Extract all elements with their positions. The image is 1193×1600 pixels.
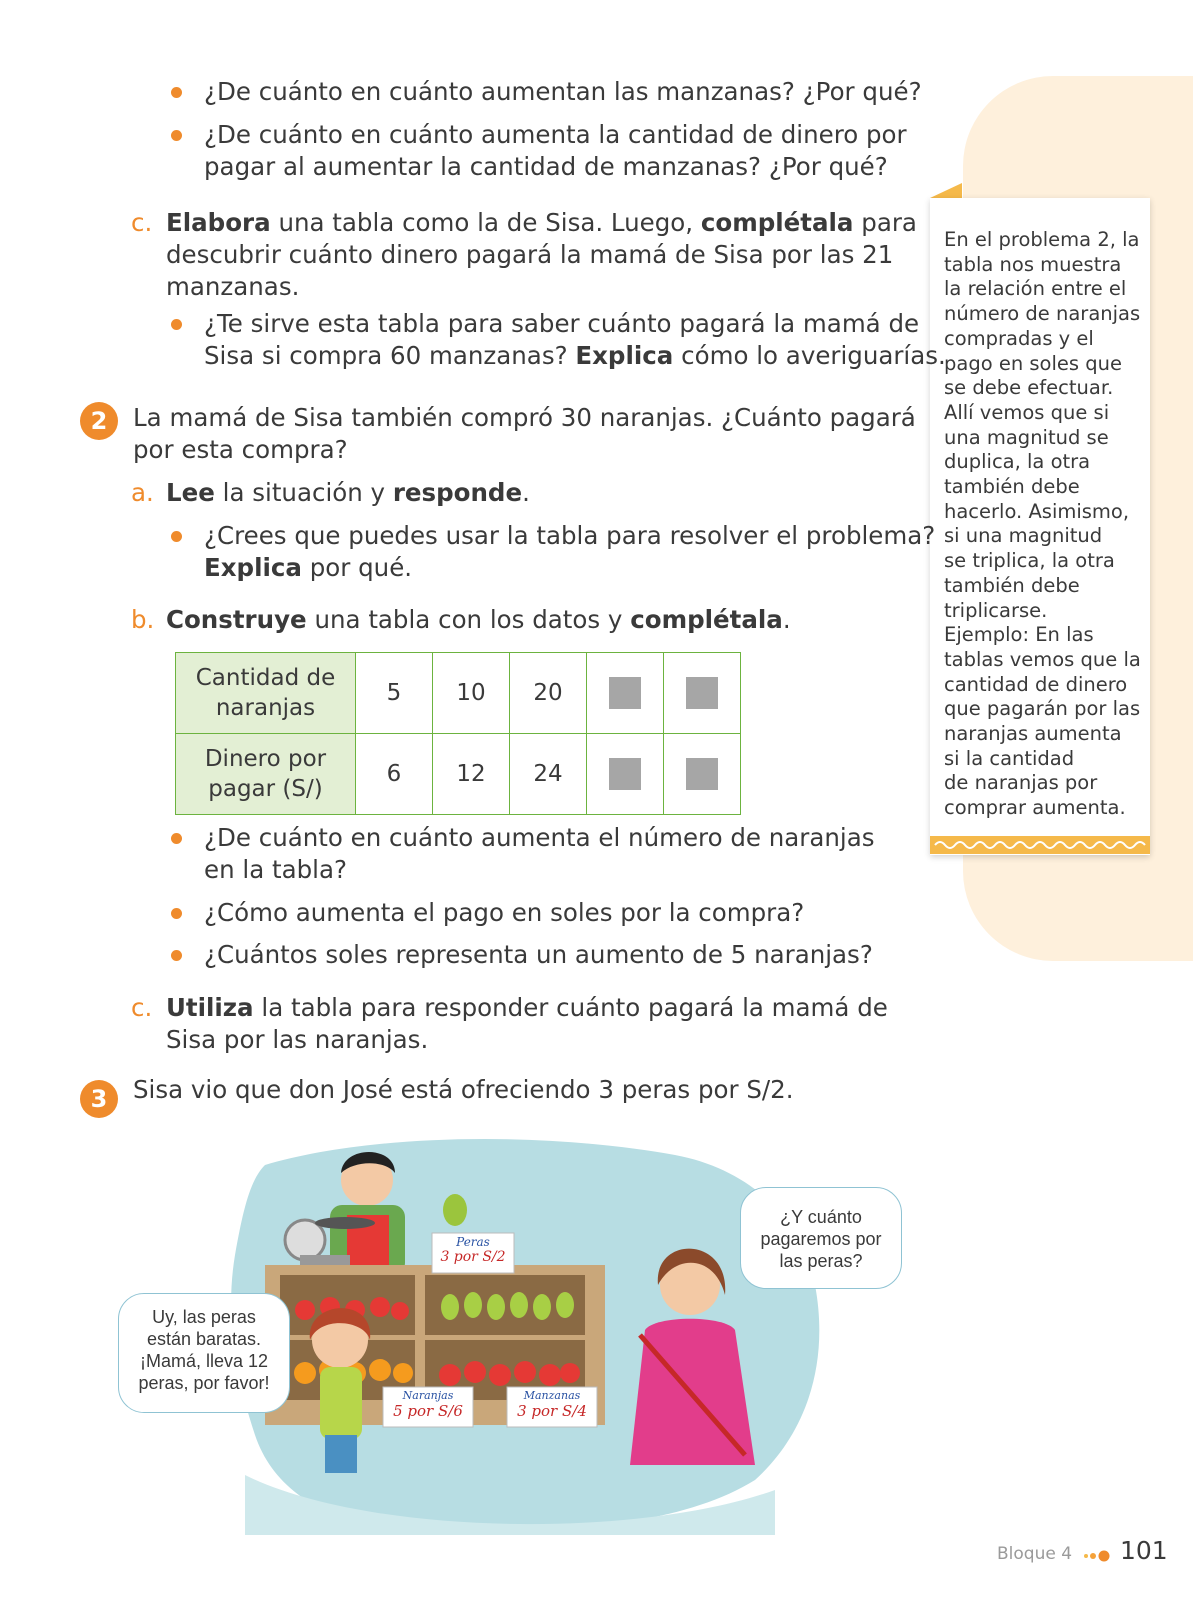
q2-a-bullet-line-2: Explica por qué. (204, 553, 413, 582)
side-note-line: si una magnitud (944, 524, 1103, 548)
table-row-header: Dinero por pagar (S/) (176, 734, 356, 815)
table-cell-blank (587, 653, 664, 734)
speech-bubble-girl: Uy, las peras están baratas. ¡Mamá, lleva 12 peras, por favor! (118, 1293, 290, 1413)
q1-c-line-1: Elabora una tabla como la de Sisa. Luego, complétala para (166, 208, 917, 237)
sign-naranjas: Naranjas 5 por S/6 (393, 1389, 463, 1420)
table-cell: 24 (510, 734, 587, 815)
side-note-line: compradas y el (944, 326, 1094, 350)
q2-c-line-2: Sisa por las naranjas. (166, 1025, 429, 1054)
q1-c-line-2: descubrir cuánto dinero pagará la mamá de Sisa por las 21 (166, 240, 894, 269)
table-row (176, 734, 741, 815)
bullet-dot (171, 950, 182, 961)
q2-b-bullet-2: ¿Cómo aumenta el pago en soles por la compra? (204, 898, 805, 927)
q1-c-bullet-line-1: ¿Te sirve esta tabla para saber cuánto pagará la mamá de (204, 309, 920, 338)
sign-peras: Peras 3 por S/2 (440, 1235, 506, 1265)
q1-c-line-3: manzanas. (166, 272, 300, 301)
side-note-line: se triplica, la otra (944, 549, 1115, 573)
blank-square-icon (609, 677, 641, 709)
bullet-dot (171, 87, 182, 98)
q1-bullet-1: ¿De cuánto en cuánto aumentan las manzanas? ¿Por qué? (204, 77, 922, 106)
side-note-fold (930, 183, 962, 198)
q1-c-bullet-line-2: Sisa si compra 60 manzanas? Explica cómo lo averiguarías. (204, 341, 946, 370)
problem-3-number: 3 (80, 1080, 118, 1118)
bullet-dot (171, 130, 182, 141)
table-cell: 12 (433, 734, 510, 815)
side-note-line: tablas vemos que la (944, 647, 1141, 671)
side-note-text (944, 228, 1144, 821)
table-cell-blank (587, 734, 664, 815)
side-note-line: de naranjas por (944, 771, 1098, 795)
footer-dots-icon (1083, 1550, 1113, 1562)
q2-a-letter: a. (131, 478, 154, 507)
q2-line-1: La mamá de Sisa también compró 30 naranjas. ¿Cuánto pagará (133, 403, 916, 432)
side-note-line: comprar aumenta. (944, 796, 1126, 820)
q2-b-bullet-1-line-1: ¿De cuánto en cuánto aumenta el número de naranjas (204, 823, 875, 852)
q2-b-bullet-1-line-2: en la tabla? (204, 855, 347, 884)
side-note-wavy-band (930, 836, 1150, 854)
oranges-table (175, 652, 741, 815)
sign-manzanas: Manzanas 3 por S/4 (517, 1389, 587, 1420)
q2-c-line-1: Utiliza la tabla para responder cuánto pagará la mamá de (166, 993, 888, 1022)
side-note-line: triplicarse. (944, 598, 1048, 622)
table-cell-blank (664, 734, 741, 815)
table-row-header: Cantidad de naranjas (176, 653, 356, 734)
side-note-line: una magnitud se (944, 425, 1109, 449)
bullet-dot (171, 319, 182, 330)
table-cell: 10 (433, 653, 510, 734)
problem-2-number: 2 (80, 402, 118, 440)
q1-bullet-2-line-2: pagar al aumentar la cantidad de manzanas? ¿Por qué? (204, 152, 888, 181)
side-note-line: En el problema 2, la (944, 228, 1140, 251)
table-cell: 6 (356, 734, 433, 815)
q2-b-line: Construye una tabla con los datos y complétala. (166, 605, 791, 634)
side-note-line: si la cantidad (944, 746, 1075, 770)
q2-a-bullet-line-1: ¿Crees que puedes usar la tabla para resolver el problema? (204, 521, 936, 550)
side-note-line: pago en soles que (944, 351, 1122, 375)
q2-line-2: por esta compra? (133, 435, 348, 464)
speech-bubble-mother: ¿Y cuánto pagaremos por las peras? (740, 1187, 902, 1289)
bullet-dot (171, 833, 182, 844)
table-cell: 20 (510, 653, 587, 734)
q3-line-1: Sisa vio que don José está ofreciendo 3 peras por S/2. (133, 1075, 794, 1104)
side-note-line: naranjas aumenta (944, 722, 1122, 746)
side-note-line: duplica, la otra (944, 450, 1091, 474)
table-row (176, 653, 741, 734)
q1-bullet-2-line-1: ¿De cuánto en cuánto aumenta la cantidad de dinero por (204, 120, 907, 149)
side-note-line: también debe (944, 573, 1080, 597)
side-note-line: cantidad de dinero (944, 672, 1128, 696)
bullet-dot (171, 531, 182, 542)
q2-b-letter: b. (131, 605, 155, 634)
q1-c-letter: c. (131, 208, 153, 237)
market-illustration (115, 1135, 915, 1535)
side-note-line: la relación entre el (944, 277, 1127, 301)
blank-square-icon (686, 758, 718, 790)
blank-square-icon (686, 677, 718, 709)
blank-square-icon (609, 758, 641, 790)
side-note-line: tabla nos muestra (944, 252, 1122, 276)
side-note-line: también debe (944, 475, 1080, 499)
bullet-dot (171, 908, 182, 919)
q2-c-letter: c. (131, 993, 153, 1022)
side-note-line: Allí vemos que si (944, 400, 1110, 424)
table-cell: 5 (356, 653, 433, 734)
q2-a-line: Lee la situación y responde. (166, 478, 530, 507)
footer-block-label: Bloque 4 (997, 1544, 1073, 1564)
q2-b-bullet-3: ¿Cuántos soles representa un aumento de 5 naranjas? (204, 940, 873, 969)
side-note-line: número de naranjas (944, 302, 1141, 326)
side-note-line: que pagarán por las (944, 697, 1141, 721)
side-note-line: Ejemplo: En las (944, 623, 1094, 647)
table-cell-blank (664, 653, 741, 734)
page-number: 101 (1120, 1536, 1168, 1565)
side-note-line: hacerlo. Asimismo, (944, 499, 1130, 523)
side-note-line: se debe efectuar. (944, 376, 1114, 400)
